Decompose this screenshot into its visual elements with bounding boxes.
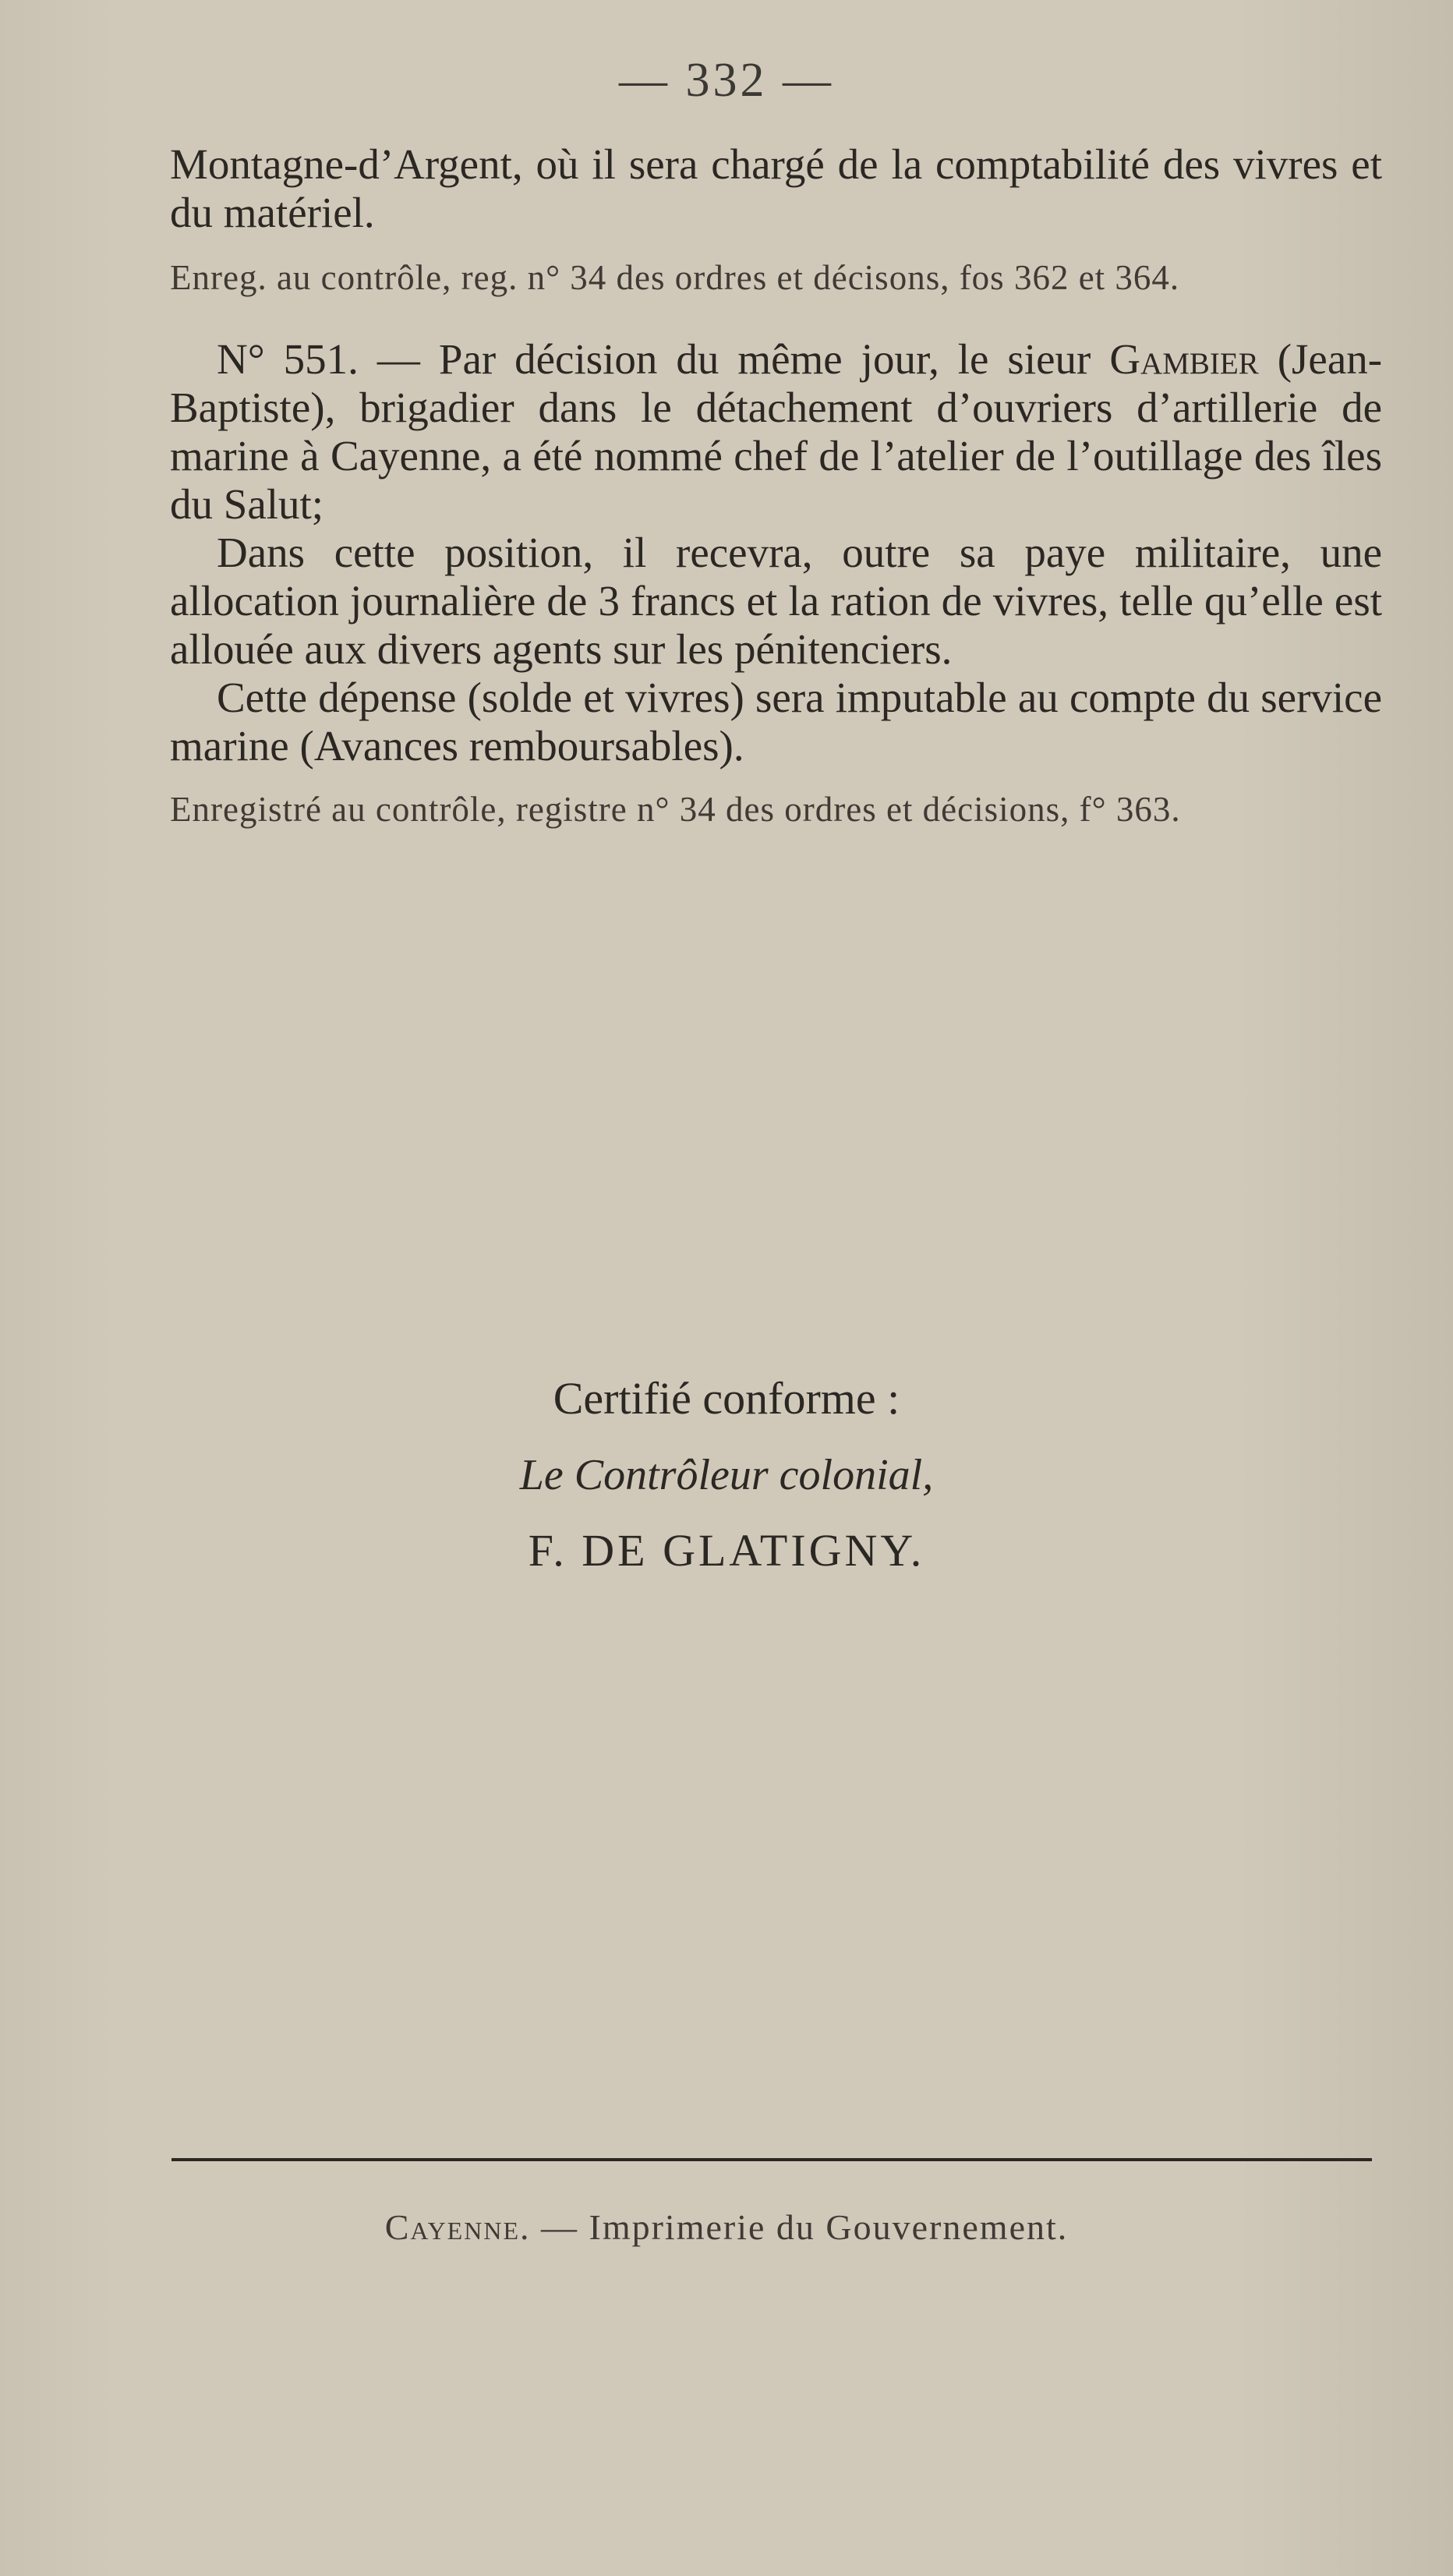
controller-signature: F. DE GLATIGNY.	[528, 1525, 925, 1576]
imprint	[0, 2206, 1453, 2248]
entry-paragraph-1	[170, 335, 1382, 529]
certification-line: Certifié conforme :	[553, 1373, 900, 1424]
entry-name: Gambier	[1109, 335, 1259, 383]
entry-dash: —	[377, 335, 420, 383]
entry-551	[170, 335, 1382, 831]
entry-paragraph-2: Dans cette position, il recevra, outre sa paye militaire, une allocation journalière de 3 francs et la ration de vivres, telle qu’elle est allouée aux divers agents sur les pénitenciers.	[170, 529, 1382, 673]
entry-text-before-name: Par décision du même jour, le sieur	[438, 335, 1091, 383]
continuation-block	[170, 140, 1382, 299]
imprint-city: Cayenne	[384, 2207, 520, 2247]
entry-paragraph-3: Cette dépense (solde et vivres) sera imputable au compte du service marine (Avances remboursables).	[170, 674, 1382, 770]
footer-rule	[171, 2158, 1372, 2161]
continuation-registration: Enreg. au contrôle, reg. n° 34 des ordres et décisons, fos 362 et 364.	[170, 258, 1180, 297]
continuation-text: Montagne-d’Argent, où il sera chargé de la comptabilité des vivres et du matériel.	[170, 140, 1382, 236]
entry-registration: Enregistré au contrôle, registre n° 34 des ordres et décisions, f° 363.	[170, 790, 1181, 829]
page-number: — 332 —	[619, 54, 834, 107]
controller-title: Le Contrôleur colonial,	[519, 1451, 934, 1499]
entry-text-after-name: (Jean-Baptiste), brigadier dans le détachement d’ouvriers d’artillerie de marine à Cayenne, a été nommé chef de l’atelier de l’outillage des îles du Salut;	[170, 335, 1383, 528]
entry-number: N° 551.	[217, 335, 359, 383]
imprint-rest: . — Imprimerie du Gouvernement.	[520, 2207, 1069, 2247]
